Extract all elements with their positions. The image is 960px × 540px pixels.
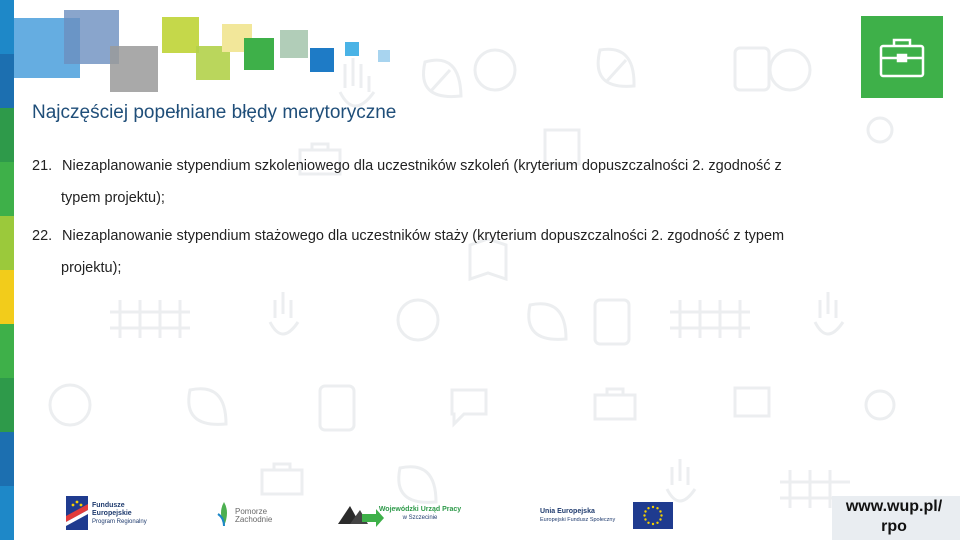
propeller-icon — [50, 385, 90, 425]
hand-icon — [815, 292, 843, 334]
hand-icon — [667, 459, 695, 501]
leaf-icon — [189, 389, 226, 425]
logo-line: Europejskie — [92, 510, 132, 517]
logo-line: Zachodnie — [235, 515, 273, 524]
deco-square — [280, 30, 308, 58]
fundusze-text — [92, 502, 147, 526]
list-item-continuation: projektu); — [61, 260, 122, 276]
fundusze-europejskie-logo — [66, 496, 166, 532]
chat-icon — [452, 390, 486, 424]
ue-text — [540, 508, 615, 524]
briefcase-tile — [861, 16, 943, 98]
list-item-first-line — [32, 220, 908, 252]
logo-line: Fundusze — [92, 502, 125, 509]
logo-line: Europejski Fundusz Społeczny — [540, 517, 616, 523]
briefcase-icon — [595, 389, 635, 419]
slide-title: Najczęściej popełniane błędy merytoryczne — [32, 102, 397, 123]
pomorze-emblem-icon — [215, 500, 233, 528]
deco-square — [310, 48, 334, 72]
pomorze-zachodnie-logo — [215, 500, 295, 532]
deco-square — [345, 42, 359, 56]
deco-square — [378, 50, 390, 62]
tram-icon — [735, 48, 769, 90]
deco-square — [110, 46, 158, 92]
fence-icon — [670, 300, 750, 338]
pomorze-text — [235, 508, 272, 524]
leaf-icon — [529, 304, 566, 340]
atom-icon — [866, 391, 894, 419]
propeller-icon — [475, 50, 515, 90]
eu-flag-icon — [633, 502, 673, 529]
list-item-text: Niezaplanowanie stypendium szkoleniowego dla uczestników szkoleń (kryterium dopuszczalności 2. zgodność z — [62, 158, 782, 174]
leaf-icon — [399, 467, 436, 503]
website-url-line: rpo — [881, 518, 907, 535]
propeller-icon — [398, 300, 438, 340]
website-url-line: www.wup.pl/ — [845, 498, 943, 515]
list-item — [32, 220, 908, 284]
chart-board-icon — [735, 388, 769, 416]
wup-logo — [336, 500, 481, 532]
hand-icon — [340, 58, 374, 106]
list-item-number: 22. — [32, 228, 53, 244]
eu-funds-emblem-icon — [66, 496, 88, 530]
fence-icon — [110, 300, 190, 338]
deco-square — [244, 38, 274, 70]
list-item-first-line — [32, 150, 908, 182]
logo-line: Pomorze — [235, 507, 268, 516]
logo-line: Program Regionalny — [92, 519, 147, 525]
briefcase-icon — [861, 16, 943, 98]
propeller-icon — [770, 50, 810, 90]
briefcase-icon — [262, 464, 302, 494]
logo-line: Wojewódzki Urząd Pracy — [378, 506, 462, 513]
tram-icon — [595, 300, 629, 344]
leaf-icon — [424, 60, 462, 96]
website-url[interactable] — [838, 497, 950, 537]
list-item-continuation: typem projektu); — [61, 190, 165, 206]
hand-icon — [270, 292, 298, 334]
atom-icon — [868, 118, 892, 142]
wup-text — [362, 506, 478, 522]
logo-line: w Szczecinie — [402, 515, 438, 521]
list-item-text: Niezaplanowanie stypendium stażowego dla uczestników staży (kryterium dopuszczalności 2. zgodność z typem — [62, 228, 785, 244]
logo-line: Unia Europejska — [540, 508, 595, 515]
tram-icon — [320, 386, 354, 430]
deco-square — [162, 17, 199, 53]
list-item — [32, 150, 908, 214]
list-item-number: 21. — [32, 158, 53, 174]
leaf-icon — [598, 49, 634, 86]
unia-europejska-logo — [540, 502, 675, 532]
